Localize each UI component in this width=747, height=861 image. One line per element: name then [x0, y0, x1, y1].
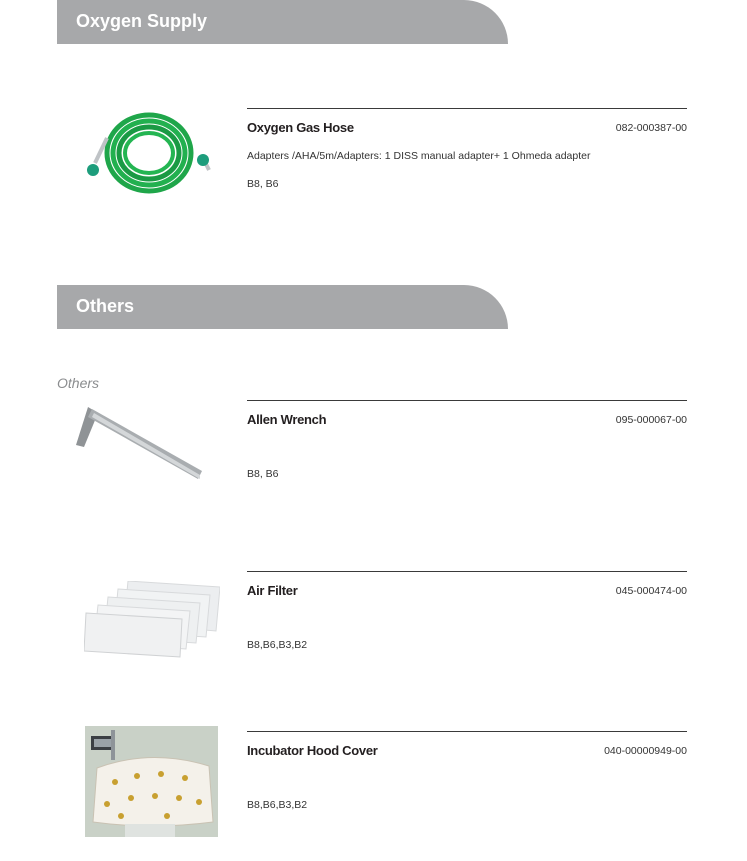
section-title: Oxygen Supply: [76, 11, 208, 31]
product-air-filter: [0, 571, 747, 701]
divider-rule: [247, 571, 687, 572]
section-title: Others: [76, 296, 135, 316]
product-name: Oxygen Gas Hose: [247, 120, 354, 135]
product-incubator-hood-cover: [0, 731, 747, 861]
air-filter-image: [84, 581, 220, 659]
incubator-hood-cover-image: [85, 726, 218, 837]
green-oxygen-hose-image: [85, 108, 215, 198]
product-name: Incubator Hood Cover: [247, 743, 378, 758]
product-code: 082-000387-00: [615, 122, 687, 134]
product-compatibility: B8, B6: [247, 468, 279, 480]
category-label: Others: [57, 375, 100, 391]
allen-wrench-image: [76, 405, 211, 505]
product-allen-wrench: [0, 400, 747, 530]
product-compatibility: B8,B6,B3,B2: [247, 639, 308, 651]
product-compatibility: B8, B6: [247, 178, 279, 190]
divider-rule: [247, 108, 687, 109]
product-code: 040-00000949-00: [604, 745, 687, 757]
product-description: Adapters /AHA/5m/Adapters: 1 DISS manual adapter+ 1 Ohmeda adapter: [247, 150, 591, 162]
divider-rule: [247, 731, 687, 732]
product-name: Allen Wrench: [247, 412, 327, 427]
product-compatibility: B8,B6,B3,B2: [247, 799, 308, 811]
divider-rule: [247, 400, 687, 401]
product-oxygen-gas-hose: [0, 108, 747, 238]
product-name: Air Filter: [247, 583, 298, 598]
product-code: 095-000067-00: [615, 414, 687, 426]
section-header-others: [57, 285, 508, 329]
section-header-oxygen-supply: [57, 0, 508, 44]
product-code: 045-000474-00: [615, 585, 687, 597]
